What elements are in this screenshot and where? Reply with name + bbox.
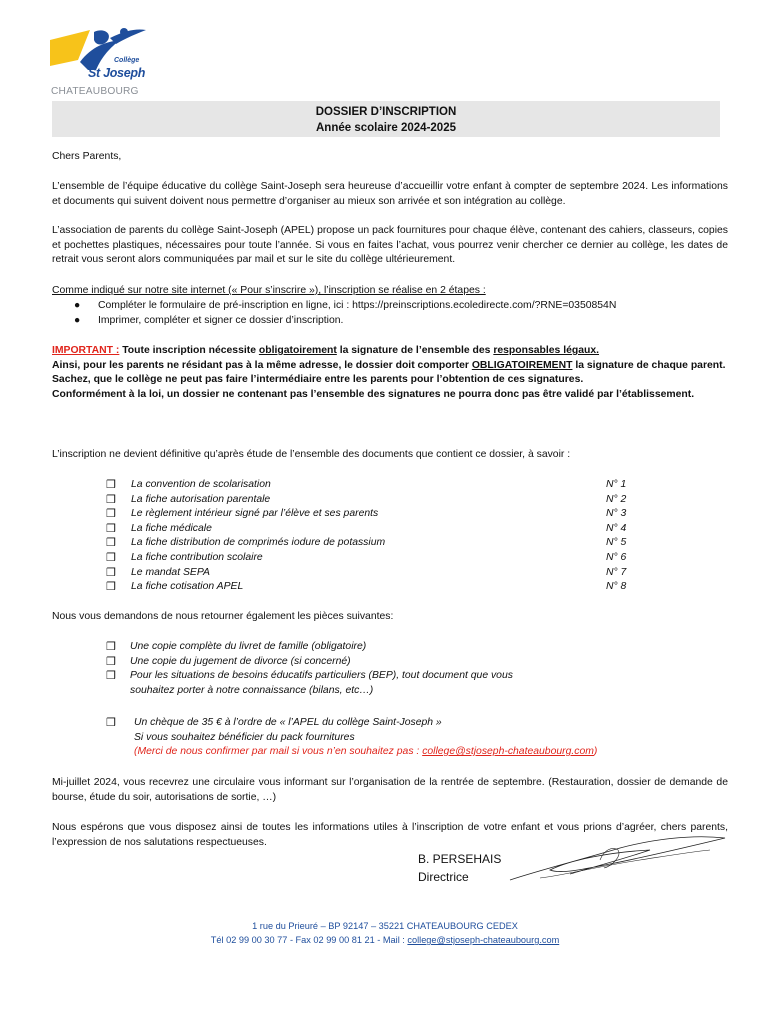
document-number: N° 3 bbox=[606, 508, 627, 520]
cheque-text bbox=[134, 716, 597, 760]
important-text: la signature de chaque parent. bbox=[572, 359, 726, 371]
footer-email-link[interactable]: college@stjoseph-chateaubourg.com bbox=[407, 935, 560, 945]
document-item bbox=[106, 493, 636, 508]
closing-text: Nous espérons que vous disposez ainsi de toutes les informations utiles à l’inscription de votre enfant et vous prions d’agréer, chers parents, l’expression de nos salutations respectueuses. bbox=[52, 822, 728, 848]
document-label: La convention de scolarisation bbox=[131, 479, 271, 490]
document-label: Le règlement intérieur signé par l’élève et ses parents bbox=[131, 508, 379, 520]
step-text: Compléter le formulaire de pré-inscription en ligne, ici : https://preinscriptions.ecoledirecte.com/?RNE=0350854N bbox=[98, 300, 617, 311]
document-label: La fiche autorisation parentale bbox=[131, 493, 271, 505]
checkbox-icon: ❒ bbox=[106, 641, 116, 653]
checkbox-icon: ❒ bbox=[106, 522, 116, 535]
important-emphasis: responsables légaux. bbox=[493, 345, 600, 356]
pieces-list bbox=[106, 640, 706, 698]
document-number: N° 2 bbox=[606, 493, 627, 505]
document-label: La fiche distribution de comprimés iodure de potassium bbox=[131, 537, 386, 549]
important-text: Toute inscription nécessite bbox=[119, 345, 259, 356]
footer-contact-text: Tél 02 99 00 30 77 - Fax 02 99 00 81 21 - Mail : bbox=[210, 935, 408, 945]
pieces-intro: Nous vous demandons de nous retourner également les pièces suivantes: bbox=[52, 611, 394, 622]
steps-list bbox=[74, 299, 734, 328]
important-label: IMPORTANT : bbox=[52, 345, 120, 356]
greeting: Chers Parents, bbox=[52, 151, 122, 162]
piece-item bbox=[106, 669, 536, 698]
cheque-line: Si vous souhaitez bénéficier du pack fournitures bbox=[134, 731, 355, 743]
handwritten-signature bbox=[500, 830, 730, 890]
document-title: DOSSIER D’INSCRIPTION bbox=[315, 106, 457, 118]
intro-paragraph-2: L’association de parents du collège Saint-Joseph (APEL) propose un pack fournitures pour chaque élève, contenant des cahiers, classeurs, copies et pochettes plastiques, nécessaires pour toute l’année. Si vous en faites l’achat, vous pourrez venir chercher ce dernier au collège, les dates de retrait vous seront alors communiquées par mail et sur le site du collège ultérieurement. bbox=[52, 225, 728, 266]
document-label: La fiche contribution scolaire bbox=[131, 551, 263, 563]
important-text: la signature de l’ensemble des bbox=[336, 345, 494, 356]
steps-intro-text: Comme indiqué sur notre site internet (« Pour s’inscrire »), l’inscription se réalise en 2 étapes : bbox=[52, 285, 486, 296]
step-text: Imprimer, compléter et signer ce dossier d’inscription. bbox=[98, 314, 344, 326]
cheque-line: Un chèque de 35 € à l’ordre de « l’APEL du collège Saint-Joseph » bbox=[134, 717, 442, 728]
checkbox-icon: ❒ bbox=[106, 551, 116, 564]
cheque-email-link[interactable]: college@stjoseph-chateaubourg.com bbox=[422, 746, 594, 758]
document-item bbox=[106, 507, 636, 522]
document-label: Le mandat SEPA bbox=[131, 566, 210, 578]
signature-block bbox=[418, 850, 501, 886]
document-number: N° 7 bbox=[606, 566, 627, 578]
document-item bbox=[106, 478, 636, 493]
checkbox-icon: ❒ bbox=[106, 566, 116, 579]
checkbox-icon: ❒ bbox=[106, 670, 116, 683]
document-item bbox=[106, 566, 636, 581]
document-number: N° 4 bbox=[606, 522, 627, 534]
footer-address: 1 rue du Prieuré – BP 92147 – 35221 CHATEAUBOURG CEDEX bbox=[252, 921, 518, 931]
document-number: N° 1 bbox=[606, 479, 627, 490]
documents-checklist bbox=[106, 478, 636, 595]
bullet-icon: ● bbox=[74, 300, 81, 311]
definitive-text: L’inscription ne devient définitive qu’après étude de l’ensemble des documents que contient ce dossier, à savoir : bbox=[52, 449, 571, 460]
piece-text: Une copie du jugement de divorce (si concerné) bbox=[130, 655, 351, 667]
checkbox-icon: ❒ bbox=[106, 508, 116, 521]
cheque-note bbox=[134, 745, 597, 760]
checkbox-icon: ❒ bbox=[106, 493, 116, 506]
important-text: Sachez, que le collège ne peut pas faire l’intermédiaire entre les parents pour l’obtention de ces signatures. bbox=[52, 374, 584, 386]
logo-college-text: Collège bbox=[114, 57, 140, 64]
important-emphasis: obligatoirement bbox=[258, 345, 337, 356]
piece-item bbox=[106, 655, 706, 670]
document-label: La fiche cotisation APEL bbox=[131, 581, 244, 593]
checkbox-icon: ❒ bbox=[106, 581, 116, 594]
important-emphasis: OBLIGATOIREMENT bbox=[471, 359, 573, 371]
document-label: La fiche médicale bbox=[131, 522, 212, 534]
checkbox-icon: ❒ bbox=[106, 717, 116, 729]
important-text: Conformément à la loi, un dossier ne contenant pas l’ensemble des signatures ne pourra donc pas être validé par l’établissement. bbox=[52, 388, 695, 400]
important-notice bbox=[52, 344, 728, 402]
document-item bbox=[106, 551, 636, 566]
logo-city: CHATEAUBOURG bbox=[51, 86, 139, 97]
piece-text: Pour les situations de besoins éducatifs particuliers (BEP), tout document que vous souhaitez porter à notre connaissance (bilans, etc…) bbox=[130, 670, 513, 696]
step-item bbox=[74, 299, 734, 314]
signatory-name: B. PERSEHAIS bbox=[418, 852, 502, 866]
school-year: Année scolaire 2024-2025 bbox=[315, 122, 456, 134]
logo-school-name: St Joseph bbox=[88, 66, 146, 80]
checkbox-icon: ❒ bbox=[106, 655, 116, 668]
signatory-role: Directrice bbox=[418, 870, 469, 884]
checkbox-icon: ❒ bbox=[106, 537, 116, 550]
school-logo bbox=[50, 26, 150, 102]
steps-intro bbox=[52, 284, 728, 299]
document-number: N° 8 bbox=[606, 581, 627, 593]
cheque-row bbox=[106, 716, 706, 760]
document-title-box bbox=[52, 101, 720, 137]
document-item bbox=[106, 536, 636, 551]
cheque-note-close: ) bbox=[593, 746, 598, 758]
step-item bbox=[74, 314, 734, 329]
document-item bbox=[106, 580, 636, 595]
page-footer bbox=[0, 919, 770, 947]
document-item bbox=[106, 522, 636, 537]
cheque-item bbox=[106, 716, 706, 760]
cheque-note-text: (Merci de nous confirmer par mail si vous n’en souhaitez pas : bbox=[134, 746, 423, 758]
important-text: Ainsi, pour les parents ne résidant pas à la même adresse, le dossier doit comporter bbox=[52, 359, 472, 371]
document-number: N° 5 bbox=[606, 537, 627, 549]
july-info: Mi-juillet 2024, vous recevrez une circulaire vous informant sur l’organisation de la rentrée de septembre. (Restauration, dossier de demande de bourse, étude du soir, autorisations de sortie, …) bbox=[52, 777, 728, 803]
bullet-icon: ● bbox=[74, 314, 81, 326]
intro-paragraph-1: L’ensemble de l’équipe éducative du collège Saint-Joseph sera heureuse d’accueillir votre enfant à compter de septembre 2024. Les informations et documents qui suivent doivent nous permettre d’organiser au mieux son arrivée et son intégration au collège. bbox=[52, 181, 728, 207]
footer-contact bbox=[0, 933, 770, 947]
piece-text: Une copie complète du livret de famille (obligatoire) bbox=[130, 641, 367, 652]
document-number: N° 6 bbox=[606, 551, 627, 563]
piece-item bbox=[106, 640, 706, 655]
checkbox-icon: ❒ bbox=[106, 479, 116, 491]
